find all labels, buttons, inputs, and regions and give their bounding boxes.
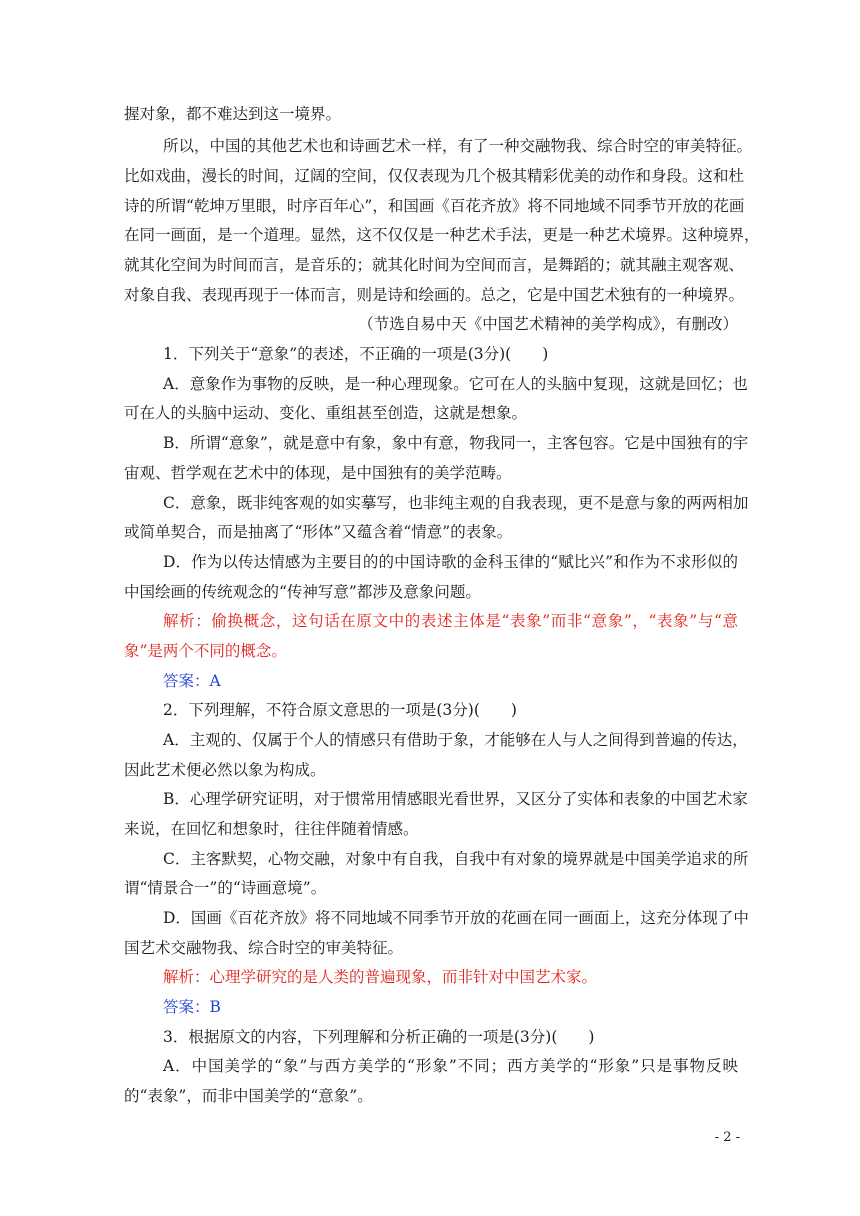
text-line: 比如戏曲，漫长的时间，辽阔的空间，仅仅表现为几个极其精彩优美的动作和身段。这和杜 [124,167,745,185]
option-a-cont: 因此艺术便必然以象为构成。 [124,761,326,779]
option-a: A．主观的、仅属于个人的情感只有借助于象，才能够在人与人之间得到普遍的传达， [163,731,748,749]
answer-1: 答案：A [163,672,221,690]
analysis-1-cont: 象”是两个不同的概念。 [124,642,287,660]
option-b-cont: 宙观、哲学观在艺术中的体现，是中国独有的美学范畴。 [124,464,512,482]
option-b-cont: 来说，在回忆和想象时，往往伴随着情感。 [124,820,419,838]
option-a: A．意象作为事物的反映，是一种心理现象。它可在人的头脑中复现，这就是回忆；也 [163,375,748,393]
option-c: C．主客默契，心物交融，对象中有自我，自我中有对象的境界就是中国美学追求的所 [163,850,749,868]
option-b: B．心理学研究证明，对于惯常用情感眼光看世界，又区分了实体和表象的中国艺术家 [163,790,748,808]
question-2: 2．下列理解，不符合原文意思的一项是(3分)( ) [163,701,517,719]
page-number: - 2 - [714,1130,740,1145]
option-a-cont: 的“表象”，而非中国美学的“意象”。 [124,1087,373,1105]
option-a-cont: 可在人的头脑中运动、变化、重组甚至创造，这就是想象。 [124,404,528,422]
analysis-1: 解析：偷换概念，这句话在原文中的表述主体是“表象”而非“意象”，“表象”与“意 [163,612,738,630]
option-d: D．作为以传达情感为主要目的的中国诗歌的金科玉律的“赋比兴”和作为不求形似的 [163,553,738,571]
text-line: 握对象，都不难达到这一境界。 [124,105,342,123]
text-line: 在同一画面，是一个道理。显然，这不仅仅是一种艺术手法，更是一种艺术境界。这种境界， [124,226,760,244]
option-d: D．国画《百花齐放》将不同地域不同季节开放的花画在同一画面上，这充分体现了中 [163,909,749,927]
option-d-cont: 中国绘画的传统观念的“传神写意”都涉及意象问题。 [124,583,481,601]
answer-2: 答案：B [163,998,221,1016]
text-line: 就其化空间为时间而言，是音乐的；就其化时间为空间而言，是舞蹈的；就其融主观客观、 [124,256,745,274]
option-c-cont: 谓“情景合一”的“诗画意境”。 [124,879,327,897]
text-line: 对象自我、表现再现于一体而言，则是诗和绘画的。总之，它是中国艺术独有的一种境界。 [124,286,745,304]
question-3: 3．根据原文的内容，下列理解和分析正确的一项是(3分)( ) [163,1028,595,1046]
option-c-cont: 或简单契合，而是抽离了“形体”又蕴含着“情意”的表象。 [124,523,513,541]
question-1: 1．下列关于“意象”的表述，不正确的一项是(3分)( ) [163,345,549,363]
analysis-2: 解析：心理学研究的是人类的普遍现象，而非针对中国艺术家。 [163,968,598,986]
option-a: A．中国美学的“象”与西方美学的“形象”不同；西方美学的“形象”只是事物反映 [163,1057,738,1075]
option-d-cont: 国艺术交融物我、综合时空的审美特征。 [124,939,404,957]
source-citation: （节选自易中天《中国艺术精神的美学构成》，有删改） [358,315,738,333]
text-line: 所以，中国的其他艺术也和诗画艺术一样，有了一种交融物我、综合时空的审美特征。 [163,137,753,155]
text-line: 诗的所谓“乾坤万里眼，时序百年心”，和国画《百花齐放》将不同地域不同季节开放的花画 [124,197,745,215]
option-b: B．所谓“意象”，就是意中有象，象中有意，物我同一，主客包容。它是中国独有的宇 [163,434,749,452]
option-c: C．意象，既非纯客观的如实摹写，也非纯主观的自我表现，更不是意与象的两两相加 [163,494,749,512]
